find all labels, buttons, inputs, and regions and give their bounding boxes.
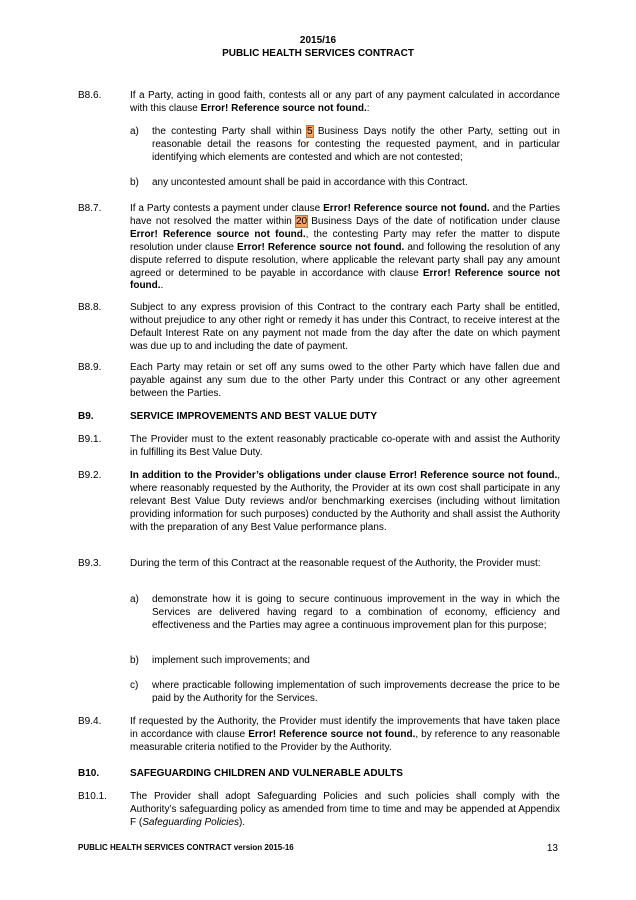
clause-b8-8	[78, 302, 560, 354]
clause-number: B8.6.	[78, 90, 102, 101]
clause-text: The Provider must to the extent reasonably practicable co-operate with and assist the Authority in fulfilling its Best Value Duty.	[130, 434, 560, 458]
clause-b9-4	[78, 716, 560, 755]
clause-number: B9.1.	[78, 434, 102, 445]
clause-b8-6	[78, 90, 560, 116]
page-header	[0, 34, 636, 60]
clause-number: B8.7.	[78, 203, 102, 214]
clause-b10-1	[78, 791, 560, 830]
header-year: 2015/16	[299, 35, 337, 46]
clause-b9-3-b: b) implement such improvements; and	[130, 655, 310, 666]
clause-text: In addition to the Provider’s obligations under clause Error! Reference source not found., where reasonably requested by the Authority, the Provider at its own cost shall participate in any relevant Best Value Duty reviews and/or benchmarking exercises (including without limitation providing information for such purposes) conducted by the Authority and shall assist the Authority with the preparation of any Best Value performance plans.	[130, 470, 561, 533]
clause-text: Subject to any express provision of this Contract to the contrary each Party shall be entitled, without prejudice to any other right or remedy it has under this Contract, to receive interest at the Default Interest Rate on any payment not made from the day after the date on which payment was due up to and including the date of payment.	[130, 302, 560, 352]
clause-text: If requested by the Authority, the Provider must identify the improvements that have taken place in accordance with clause Error! Reference source not found., by reference to any reasonable measurable criteria notified to the Provider by the Authority.	[130, 716, 560, 753]
page-footer: PUBLIC HEALTH SERVICES CONTRACT version 2015-16	[78, 843, 294, 852]
clause-b9-3-c: c) where practicable following implementation of such improvements decrease the price to be paid by the Authority for the Services.	[130, 680, 560, 704]
section-number: B10.	[78, 768, 100, 779]
section-title: SAFEGUARDING CHILDREN AND VULNERABLE ADULTS	[130, 768, 403, 779]
clause-b9-3-a: a) demonstrate how it is going to secure continuous improvement in the way in which the Services are delivered having regard to a combination of economy, efficiency and effectiveness and the Parties may agree a continuous improvement plan for this purpose;	[130, 594, 560, 631]
clause-text: If a Party, acting in good faith, contests all or any part of any payment calculated in accordance with this clause Error! Reference source not found.:	[130, 90, 560, 114]
highlighted-days-field: 5	[307, 126, 313, 137]
clause-number: B10.1.	[78, 791, 107, 802]
section-title: SERVICE IMPROVEMENTS AND BEST VALUE DUTY	[130, 411, 378, 422]
clause-number: B9.4.	[78, 716, 102, 727]
clause-number: B9.3.	[78, 558, 102, 569]
clause-number: B8.8.	[78, 302, 102, 313]
clause-b9-1	[78, 434, 560, 460]
clause-b8-6-b: b) any uncontested amount shall be paid in accordance with this Contract.	[130, 177, 468, 188]
clause-text: Each Party may retain or set off any sums owed to the other Party which have fallen due and payable against any sum due to the other Party under this Contract or any other agreement between the Parties.	[130, 362, 560, 399]
clause-text: If a Party contests a payment under clause Error! Reference source not found. and the Parties have not resolved the matter within 20 Business Days of the date of notification under clause Error! Reference source not found., the contesting Party may refer the matter to dispute resolution under clause Error! Reference source not found. and following the resolution of any dispute referred to dispute resolution, where applicable the relevant party shall pay any amount agreed or determined to be payable in accordance with clause Error! Reference source not found..	[130, 203, 561, 292]
clause-text: The Provider shall adopt Safeguarding Policies and such policies shall comply with the Authority’s safeguarding policy as amended from time to time and may be appended at Appendix F (Safeguarding Policies).	[130, 791, 560, 828]
clause-text: During the term of this Contract at the reasonable request of the Authority, the Provider must:	[130, 558, 541, 569]
section-heading-b10	[78, 767, 403, 780]
clause-b9-2	[78, 470, 560, 535]
clause-number: B9.2.	[78, 470, 102, 481]
page-number: 13	[546, 843, 558, 854]
clause-b8-6-a: a) the contesting Party shall within 5 Business Days notify the other Party, setting out in reasonable detail the reasons for contesting the requested payment, and in particular identifying which elements are contested and which are not contested;	[130, 126, 560, 163]
error-reference: Error! Reference source not found.	[200, 102, 367, 114]
highlighted-days-field: 20	[296, 215, 308, 227]
clause-b8-7	[78, 203, 560, 293]
section-heading-b9	[78, 410, 378, 423]
clause-b9-3	[78, 558, 560, 571]
section-number: B9.	[78, 411, 94, 422]
header-title: PUBLIC HEALTH SERVICES CONTRACT	[222, 48, 414, 59]
clause-number: B8.9.	[78, 362, 102, 373]
clause-b8-9	[78, 362, 560, 401]
